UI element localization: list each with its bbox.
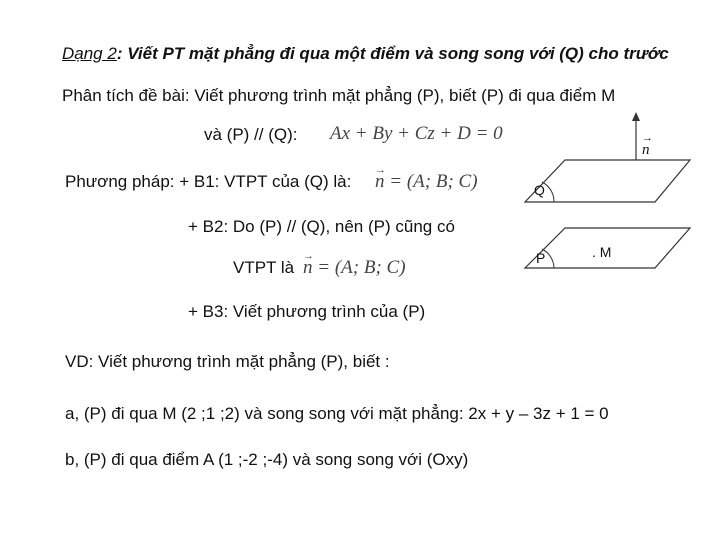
method-step-1: Phương pháp: + B1: VTPT của (Q) là: bbox=[65, 172, 352, 191]
plane-q-shape bbox=[525, 160, 690, 202]
plane-q-label: Q bbox=[534, 182, 545, 198]
method-step-3: + B3: Viết phương trình của (P) bbox=[188, 302, 426, 321]
method-step-2b: VTPT là bbox=[233, 258, 295, 277]
point-m-label: . M bbox=[592, 244, 612, 260]
example-intro: VD: Viết phương trình mặt phẳng (P), biết : bbox=[65, 352, 390, 371]
analysis-line-1: Phân tích đề bài: Viết phương trình mặt phẳng (P), biết (P) đi qua điểm M bbox=[62, 86, 616, 105]
method-step-2: + B2: Do (P) // (Q), nên (P) cũng có bbox=[188, 217, 455, 236]
vector-n-symbol: → n bbox=[303, 257, 313, 279]
example-part-b: b, (P) đi qua điểm A (1 ;-2 ;-4) và song song với (Oxy) bbox=[65, 450, 469, 469]
normal-vector-p-value: = (A; B; C) bbox=[312, 257, 406, 278]
title-rest: : Viết PT mặt phẳng đi qua một điểm và song song với (Q) cho trước bbox=[116, 44, 669, 63]
normal-arrow-head bbox=[632, 112, 640, 121]
example-part-a: a, (P) đi qua M (2 ;1 ;2) và song song với mặt phẳng: 2x + y – 3z + 1 = 0 bbox=[65, 404, 609, 423]
normal-vector-label: → n bbox=[642, 142, 650, 158]
analysis-line-2: và (P) // (Q): bbox=[204, 125, 298, 144]
title-prefix: Dạng 2 bbox=[62, 44, 117, 63]
normal-vector-q-value: = (A; B; C) bbox=[384, 171, 478, 192]
plane-p-label: P bbox=[536, 250, 546, 266]
vector-n-symbol: → n bbox=[375, 171, 385, 193]
plane-equation: Ax + By + Cz + D = 0 bbox=[330, 123, 503, 144]
